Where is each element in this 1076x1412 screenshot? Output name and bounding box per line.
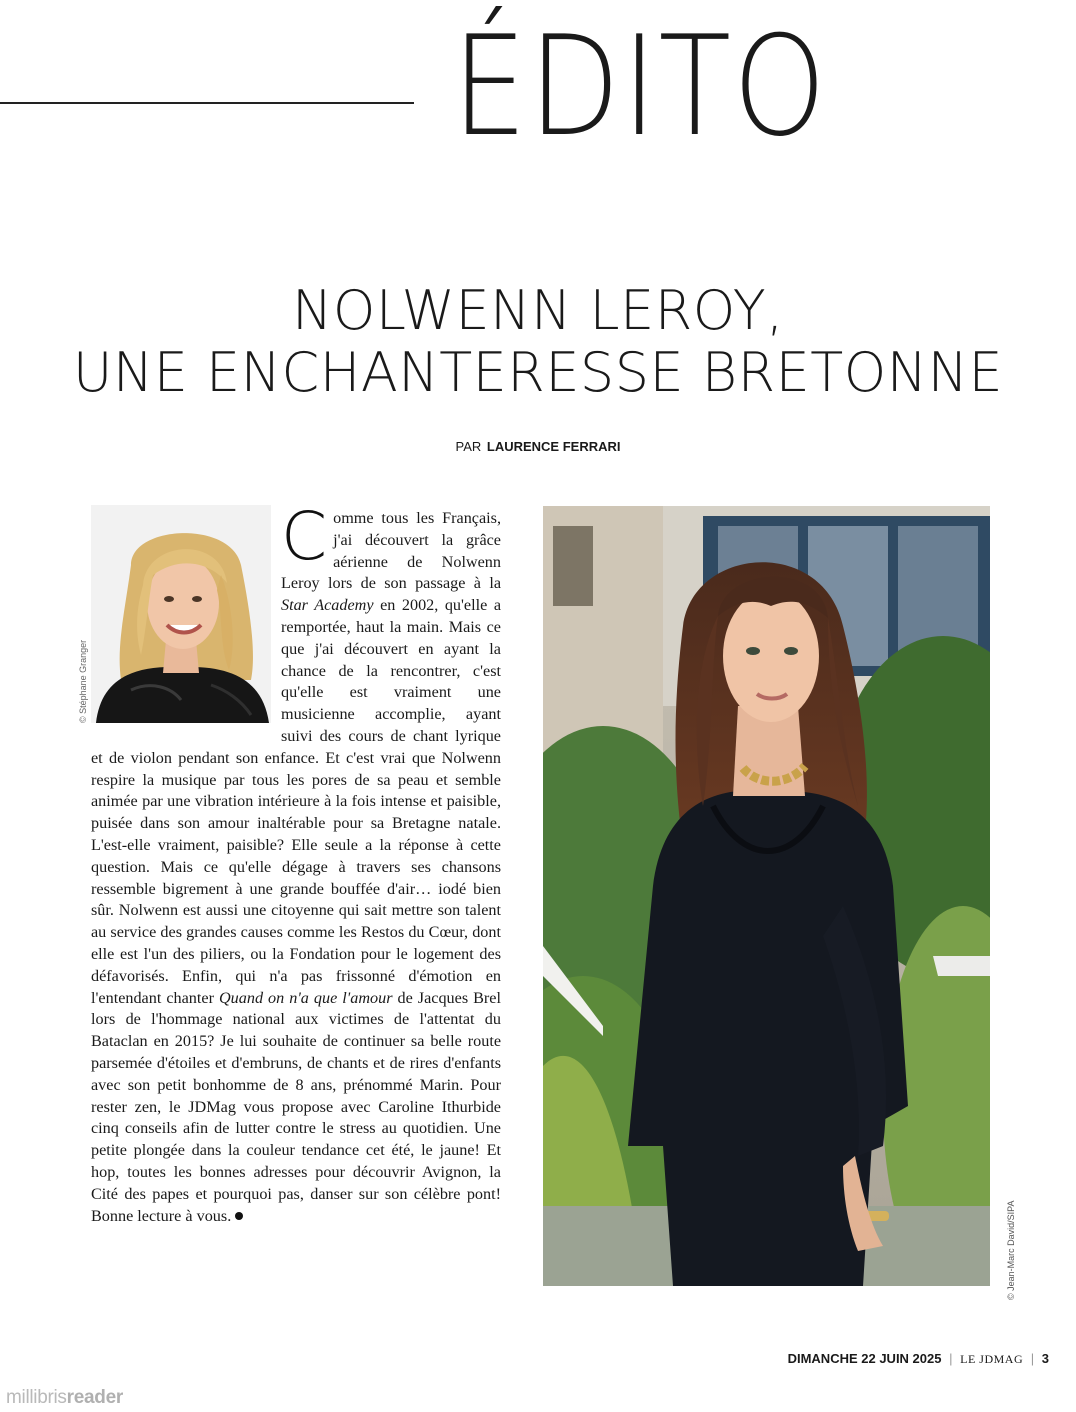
feature-photo-image [543, 506, 990, 1286]
header-rule [0, 102, 414, 104]
issue-date: DIMANCHE 22 JUIN 2025 [787, 1351, 942, 1366]
footer-separator-2: | [1030, 1351, 1035, 1366]
byline [0, 439, 1076, 454]
byline-prefix: PAR [455, 439, 482, 454]
drop-cap: C [281, 498, 328, 575]
portrait-photo-credit: © Stéphane Granger [78, 639, 88, 723]
byline-author: LAURENCE FERRARI [486, 439, 621, 454]
page-footer [788, 1351, 1049, 1367]
watermark-light: millibris [6, 1387, 67, 1408]
article-text-1: omme tous les Français, j'ai découvert la grâce aérienne de Nolwenn Leroy lors de son passage à la [281, 509, 501, 593]
article-text-3: de Jacques Brel lors de l'hommage national aux victimes de l'attentat du Bataclan en 2015? Je lui souhaite de continuer sa belle route parsemée d'étoiles et d'embruns, de chants et de rires d'enfants avec son petit bonhomme de 8 ans, prénommé Marin. Pour rester zen, le JDMag vous propose avec Caroline Ithurbide cinq conseils afin de lutter contre le stress au quotidien. Une petite plongée dans la couleur tendance cet été, le jaune! Et hop, toutes les bonnes adresses pour découvrir Avignon, la Cité des papes et pourquoi pas, danser sur son célèbre pont! Bonne lecture à vous. [91, 988, 501, 1225]
feature-photo-credit: © Jean-Marc David/SIPA [1006, 1200, 1016, 1300]
section-title: ÉDITO [452, 6, 828, 167]
headline-line-2: UNE ENCHANTERESSE BRETONNE [72, 341, 1004, 404]
watermark-bold: reader [66, 1387, 123, 1408]
article-italic-1: Star Academy [281, 596, 374, 615]
feature-photo [543, 506, 990, 1286]
headline-line-1: NOLWENN LEROY, [292, 279, 784, 342]
reader-watermark [6, 1387, 123, 1409]
article-italic-2: Quand on n'a que l'amour [218, 988, 393, 1007]
page-number: 3 [1041, 1351, 1049, 1366]
magazine-name: LE JDMAG [960, 1352, 1024, 1366]
article-headline [0, 280, 1076, 404]
end-bullet-icon [235, 1212, 243, 1220]
footer-separator-1: | [949, 1351, 953, 1366]
article-body [91, 498, 502, 1227]
article-text-2: en 2002, qu'elle a remportée, haut la main. Mais ce que j'ai découvert en ayant la chance de la rencontrer, c'est qu'elle est vraiment une musicienne accomplie, ayant suivi des cours de chant lyrique et de violon pendant son enfance. Et c'est vrai que Nolwenn respire la musique par tous les pores de sa peau et semble animée par une vibration intérieure à la fois intense et paisible, puisée dans son amour inaltérable pour sa Bretagne natale. L'est-elle vraiment, paisible? Elle seule a la réponse à cette question. Mais ce qu'elle dégage à travers ses chansons ressemble bigrement à une grande bouffée d'air… iodé bien sûr. Nolwenn est aussi une citoyenne qui sait mettre son talent au service des grandes causes comme les Restos du Cœur, dont elle est l'un des piliers, ou la Fondation pour le logement des défavorisés. Enfin, qui n'a pas frissonné d'émotion en l'entendant chanter [91, 596, 502, 1007]
